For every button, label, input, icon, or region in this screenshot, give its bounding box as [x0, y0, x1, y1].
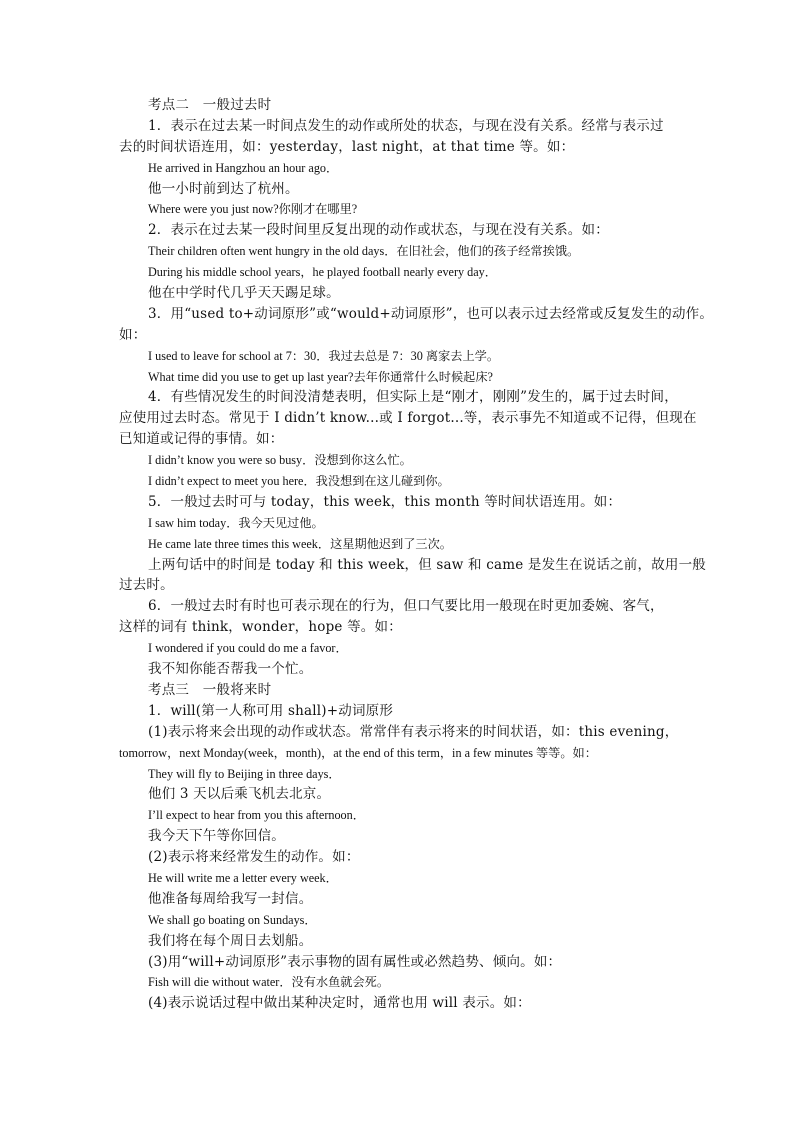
text-line: 过去时。 — [119, 577, 174, 594]
text-line: 已知道或记得的事情。如： — [119, 431, 284, 448]
text-line: (2)表示将来经常发生的动作。如： — [148, 849, 360, 866]
text-line: Their children often went hungry in the old days．在旧社会，他们的孩子经常挨饿。 — [148, 244, 580, 259]
text-line: He came late three times this week．这星期他迟到了三次。 — [148, 536, 452, 551]
text-line: (4)表示说话过程中做出某种决定时，通常也用 will 表示。如： — [148, 995, 531, 1012]
text-line: He will write me a letter every week． — [148, 870, 338, 885]
text-line: 3．用“used to+动词原形”或“would+动词原形”，也可以表示过去经常或反复发生的动作。 — [148, 305, 714, 322]
text-line: I wondered if you could do me a favor． — [148, 641, 348, 656]
text-line: 1．will(第一人称可用 shall)+动词原形 — [148, 702, 394, 719]
document-body — [119, 95, 714, 1014]
text-line: 上两句话中的时间是 today 和 this week，但 saw 和 came 是发生在说话之前，故用一般 — [148, 556, 707, 573]
text-line: 2．表示在过去某一段时间里反复出现的动作或状态，与现在没有关系。如： — [148, 222, 609, 239]
text-line: 去的时间状语连用，如：yesterday，last night，at that time 等。如： — [119, 138, 575, 155]
text-line: I’ll expect to hear from you this afternoon． — [148, 808, 365, 823]
text-line: 5．一般过去时可与 today，this week，this month 等时间状语连用。如： — [148, 493, 622, 510]
text-line: 他准备每周给我写一封信。 — [148, 890, 313, 907]
text-line: 考点二 一般过去时 — [148, 97, 272, 113]
text-line: Where were you just now?你刚才在哪里? — [148, 202, 358, 217]
text-line: 应使用过去时态。常见于 I didn’t know...或 I forgot...等，表示事先不知道或不记得，但现在 — [119, 410, 697, 427]
text-line: 这样的词有 think，wonder，hope 等。如： — [119, 619, 402, 636]
text-line: I saw him today．我今天见过他。 — [148, 515, 324, 530]
text-line: They will fly to Beijing in three days． — [148, 766, 341, 781]
text-line: He arrived in Hangzhou an hour ago． — [148, 160, 339, 175]
text-line: 他们 3 天以后乘飞机去北京。 — [148, 786, 331, 803]
text-line: 6．一般过去时有时也可表示现在的行为，但口气要比用一般现在时更加委婉、客气， — [148, 598, 664, 615]
text-line: 4．有些情况发生的时间没清楚表明，但实际上是“刚才，刚刚”发生的，属于过去时间， — [148, 389, 678, 406]
text-line: Fish will die without water．没有水鱼就会死。 — [148, 975, 390, 990]
text-line: (1)表示将来会出现的动作或状态。常常伴有表示将来的时间状语，如：this evening， — [148, 723, 679, 740]
text-line: 他在中学时代几乎天天踢足球。 — [148, 285, 340, 302]
text-line: What time did you use to get up last year?去年你通常什么时候起床? — [148, 369, 493, 384]
text-line: tomorrow，next Monday(week，month)，at the end of this term，in a few minutes 等等。如： — [119, 745, 597, 760]
text-line: 他一小时前到达了杭州。 — [148, 180, 299, 197]
text-line: 我们将在每个周日去划船。 — [148, 932, 313, 949]
text-line: 如： — [119, 326, 147, 343]
text-line: I didn’t know you were so busy．没想到你这么忙。 — [148, 453, 412, 468]
text-line: 考点三 一般将来时 — [148, 681, 272, 698]
text-line: I didn’t expect to meet you here．我没想到在这儿碰到你。 — [148, 474, 450, 489]
text-line: 我今天下午等你回信。 — [148, 828, 285, 845]
text-line: We shall go boating on Sundays． — [148, 912, 317, 927]
text-line: I used to leave for school at 7：30．我过去总是 7：30 离家去上学。 — [148, 348, 500, 363]
text-line: (3)用“will+动词原形”表示事物的固有属性或必然趋势、倾向。如： — [148, 953, 562, 970]
text-line: 我不知你能否帮我一个忙。 — [148, 661, 313, 678]
text-line: During his middle school years，he played football nearly every day． — [148, 265, 497, 280]
text-line: 1．表示在过去某一时间点发生的动作或所处的状态，与现在没有关系。经常与表示过 — [148, 117, 664, 134]
